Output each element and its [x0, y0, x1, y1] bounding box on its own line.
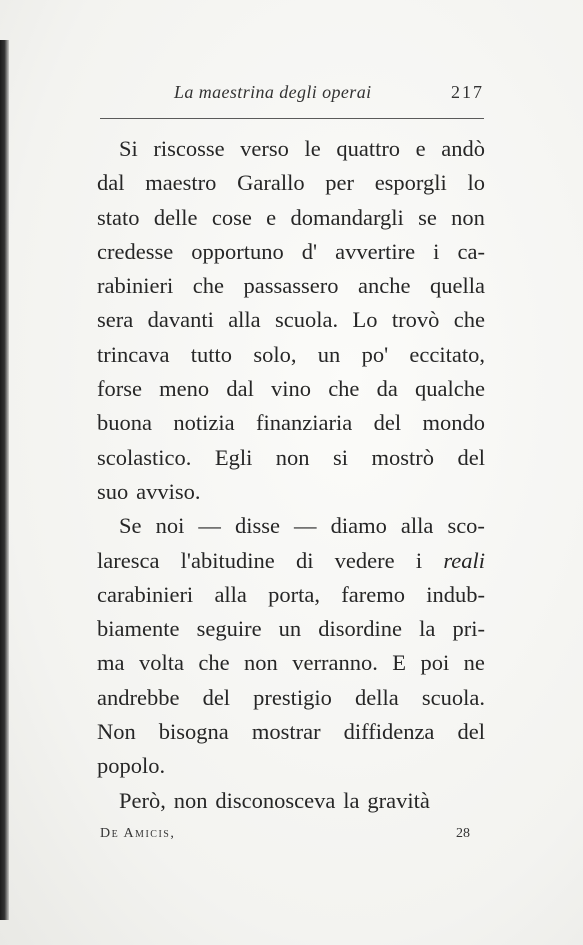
word: la	[419, 616, 436, 642]
text-line	[97, 406, 485, 440]
binding-shadow	[0, 40, 9, 920]
word: un	[278, 616, 302, 642]
text-line	[97, 612, 485, 646]
word: che	[328, 376, 360, 402]
word: ma	[97, 650, 125, 676]
word: ca-	[457, 238, 485, 264]
word: delle	[153, 204, 198, 230]
word: d'	[301, 238, 318, 264]
signature-number: 28	[456, 826, 470, 841]
word: cose	[211, 204, 252, 230]
word: po'	[361, 341, 389, 367]
word: volta	[138, 650, 184, 676]
word: Egli	[214, 444, 253, 470]
text-line	[97, 338, 485, 372]
word: seguire	[196, 616, 262, 642]
word: Si	[119, 136, 138, 161]
word: da	[376, 376, 398, 402]
word: ne	[463, 650, 485, 676]
page-number: 217	[451, 82, 484, 102]
text-line	[97, 166, 485, 200]
word: mostrar	[251, 719, 321, 745]
word: maestro	[145, 170, 217, 196]
word: verso	[240, 136, 289, 161]
word: —	[294, 513, 317, 539]
word: tutto	[190, 341, 233, 367]
text-line	[97, 715, 485, 749]
text-line	[97, 269, 485, 303]
word: diamo	[330, 513, 387, 539]
word: dal	[97, 170, 125, 196]
text-line	[97, 646, 485, 680]
word: buona	[97, 410, 152, 436]
word: Garallo	[237, 170, 305, 196]
word: avvertire	[335, 238, 416, 264]
text-line	[97, 372, 485, 406]
word: l'abitudine	[180, 547, 275, 573]
word: poi	[420, 650, 450, 676]
word: andò	[441, 136, 485, 161]
text-line	[97, 475, 485, 509]
word: del	[457, 719, 485, 745]
word: gravità	[367, 787, 430, 813]
word: scuola.	[275, 307, 339, 333]
word: di	[295, 547, 314, 573]
word: opportuno	[191, 238, 284, 264]
word: dal	[226, 376, 254, 402]
signature-mark: De Amicis,	[100, 826, 176, 841]
word: E	[392, 650, 407, 676]
text-line	[97, 544, 485, 578]
word: i	[433, 238, 440, 264]
word: reali	[443, 547, 485, 573]
word: carabinieri	[97, 581, 194, 607]
word: avviso.	[136, 478, 201, 504]
word: del	[202, 684, 231, 710]
word: non	[173, 787, 208, 813]
word: mostrò	[371, 444, 435, 470]
word: scolastico.	[97, 444, 192, 470]
text-line	[97, 509, 485, 543]
word: domandargli	[290, 204, 404, 230]
word: faremo	[341, 581, 405, 607]
word: trincava	[97, 341, 170, 367]
word: disse	[234, 513, 280, 539]
word: forse	[97, 376, 142, 402]
word: Se	[119, 513, 142, 539]
word: eccitato,	[409, 341, 485, 367]
word: indub-	[426, 581, 485, 607]
running-title: La maestrina degli operai	[174, 82, 372, 102]
word: verranno.	[292, 650, 378, 676]
word: popolo.	[97, 753, 166, 779]
word: laresca	[97, 547, 160, 573]
word: anche	[357, 273, 411, 299]
text-line	[97, 681, 485, 715]
word: un	[317, 341, 341, 367]
word: del	[373, 410, 402, 436]
word: trovò	[391, 307, 440, 333]
word: sera	[97, 307, 134, 333]
word: non	[275, 444, 310, 470]
word: notizia	[173, 410, 235, 436]
text-line	[97, 303, 485, 337]
word: i	[415, 547, 423, 573]
word: passassero	[243, 273, 339, 299]
word: e	[266, 204, 277, 230]
word: suo	[97, 478, 129, 504]
word: solo,	[253, 341, 297, 367]
text-line	[97, 132, 485, 166]
word: riscosse	[153, 136, 225, 161]
word: disconosceva	[215, 787, 336, 813]
word: quella	[429, 273, 485, 299]
word: finanziaria	[256, 410, 353, 436]
text-line	[97, 235, 485, 269]
word: andrebbe	[97, 684, 180, 710]
page-header	[100, 82, 484, 112]
word: Lo	[352, 307, 378, 333]
word: meno	[159, 376, 210, 402]
word: stato	[97, 204, 140, 230]
word: alla	[228, 307, 261, 333]
word: qualche	[415, 376, 485, 402]
word: rabinieri	[97, 273, 174, 299]
word: si	[333, 444, 349, 470]
word: porta,	[268, 581, 321, 607]
word: mondo	[422, 410, 485, 436]
word: non	[451, 204, 485, 230]
header-rule	[100, 118, 484, 119]
word: disordine	[318, 616, 403, 642]
word: non	[244, 650, 278, 676]
text-line	[97, 201, 485, 235]
word: per	[325, 170, 354, 196]
text-line	[97, 784, 485, 818]
word: diffidenza	[343, 719, 435, 745]
word: se	[418, 204, 437, 230]
word: quattro	[336, 136, 401, 161]
word: che	[453, 307, 485, 333]
body-text	[97, 132, 485, 818]
word: e	[415, 136, 426, 161]
word: credesse	[97, 238, 174, 264]
word: del	[457, 444, 485, 470]
word: alla	[214, 581, 247, 607]
word: davanti	[147, 307, 214, 333]
word: della	[355, 684, 399, 710]
word: scuola.	[421, 684, 485, 710]
page-footer	[100, 826, 484, 846]
word: alla	[400, 513, 434, 539]
word: biamente	[97, 616, 180, 642]
word: Non	[97, 719, 136, 745]
text-line	[97, 441, 485, 475]
word: vedere	[334, 547, 395, 573]
text-line	[97, 749, 485, 783]
word: pri-	[452, 616, 485, 642]
word: prestigio	[253, 684, 332, 710]
word: la	[343, 787, 360, 813]
word: Però,	[119, 787, 166, 813]
word: esporgli	[374, 170, 447, 196]
word: bisogna	[158, 719, 229, 745]
word: sco-	[447, 513, 485, 539]
word: le	[304, 136, 321, 161]
word: vino	[271, 376, 312, 402]
word: —	[198, 513, 221, 539]
word: noi	[155, 513, 185, 539]
word: lo	[467, 170, 485, 196]
text-line	[97, 578, 485, 612]
word: che	[192, 273, 224, 299]
word: che	[198, 650, 230, 676]
